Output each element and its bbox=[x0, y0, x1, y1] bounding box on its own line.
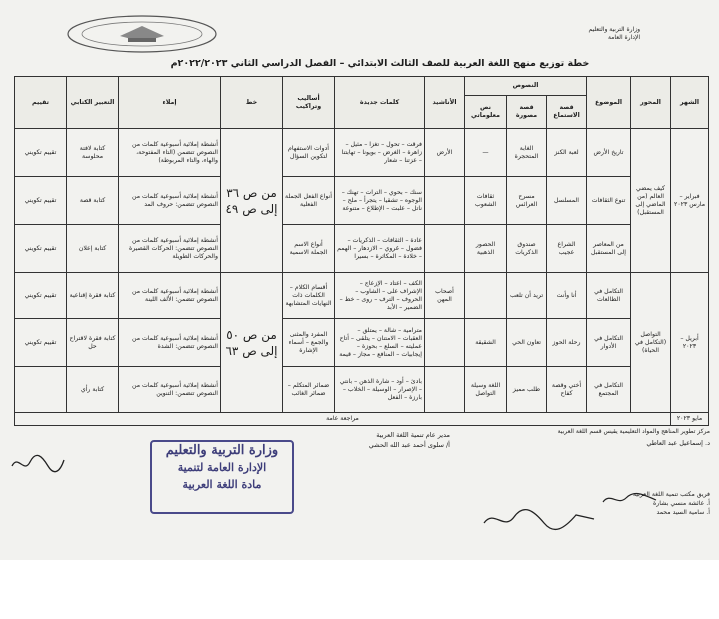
cell-evaluation: تقييم تكويني bbox=[15, 319, 67, 367]
col-month: الشهر bbox=[671, 77, 709, 129]
bottom-margin bbox=[0, 560, 719, 619]
review-row bbox=[15, 413, 709, 426]
cell-new-words: فرقت – تحول – تغزا – مثيل – زاهرة – الغرض – بويونا – تهابتنا – عزتنا – شعار bbox=[335, 129, 425, 177]
table-row bbox=[15, 177, 709, 225]
cell-styles: أنواع الاسم الجملة الاسمية bbox=[283, 225, 335, 273]
cell-styles: أقسام الكلام – الكلمات ذات النهايات المتشابهة bbox=[283, 273, 335, 319]
cell-phonics: أصحاب المهن bbox=[425, 273, 465, 319]
footer-center-line2: د. إسماعيل عبد العاطي bbox=[646, 439, 710, 447]
handwriting-line2: إلى ص ٦٣ bbox=[225, 343, 278, 358]
cell-topic: التكامل في الأدوار bbox=[587, 319, 631, 367]
cell-short-story: طلب مميز bbox=[507, 367, 547, 413]
col-info-text: نص معلوماتي bbox=[465, 96, 507, 129]
cell-phonics bbox=[425, 367, 465, 413]
review-month: مايو ٢٠٢٣ bbox=[671, 413, 709, 426]
cell-dictation: أنشطة إملائية أسبوعية كلمات من النصوص تتضمن (التاء المفتوحة، والهاء، والتاء المربوطة) bbox=[119, 129, 221, 177]
cell-expression: كتابة إعلان bbox=[67, 225, 119, 273]
cell-phonics bbox=[425, 177, 465, 225]
footer-left-line1: مدير عام تنمية اللغة العربية bbox=[376, 431, 450, 439]
col-expression: التعبير الكتابي bbox=[67, 77, 119, 129]
cell-month: أبريل – ٢٠٢٣ bbox=[671, 273, 709, 413]
cell-expression: كتابة رأي bbox=[67, 367, 119, 413]
cell-short-story: الغابة المتحجرة bbox=[507, 129, 547, 177]
cell-listening: رحلة الحوز bbox=[547, 319, 587, 367]
table-row bbox=[15, 367, 709, 413]
col-short-story: قصة مصورة bbox=[507, 96, 547, 129]
table-row bbox=[15, 319, 709, 367]
handwriting-line1: من ص ٣٦ bbox=[226, 185, 277, 200]
col-handwriting: خط bbox=[221, 77, 283, 129]
cell-info-text bbox=[465, 273, 507, 319]
cell-dictation: أنشطة إملائية أسبوعية كلمات من النصوص تتضمن: الحركات القصيرة والحركات الطويلة bbox=[119, 225, 221, 273]
cell-dictation: أنشطة إملائية أسبوعية كلمات من النصوص تتضمن: الألف اللينة bbox=[119, 273, 221, 319]
footer-center-line1: مركز تطوير المناهج والمواد التعليمية يقيس قسم اللغة العربية bbox=[557, 428, 710, 435]
cell-phonics: الأرض bbox=[425, 129, 465, 177]
stamp-line3: مادة اللغة العربية bbox=[182, 478, 262, 491]
stamp-line2: الإدارة العامة لتنمية bbox=[177, 461, 267, 474]
document-title: خطة توزيع منهج اللغة العربية للصف الثالث الابتدائي – الفصل الدراسي الثاني ٢٠٢٢/٢٠٢٣م bbox=[170, 58, 590, 69]
team-member-1: أ. عائشة منسي بشارة bbox=[653, 500, 710, 507]
official-stamp bbox=[150, 440, 294, 514]
cell-dictation: أنشطة إملائية أسبوعية كلمات من النصوص تتضمن: حروف المد bbox=[119, 177, 221, 225]
cell-short-story: صندوق الذكريات bbox=[507, 225, 547, 273]
cell-new-words: عادة – الثقافات – الذكريات – فضول – غروي – الازدهار – الهمم – خلادة – المكاثرة – بسيرا bbox=[335, 225, 425, 273]
cell-topic: تاريخ الأرض bbox=[587, 129, 631, 177]
col-listening: قصة الاستماع bbox=[547, 96, 587, 129]
cell-topic: التكامل في المجتمع bbox=[587, 367, 631, 413]
cell-topic: من المعاصر إلى المستقبل bbox=[587, 225, 631, 273]
cell-topic: تنوع الثقافات bbox=[587, 177, 631, 225]
review-text: مراجعة عامة bbox=[15, 413, 671, 426]
signature-director bbox=[8, 452, 68, 476]
cell-evaluation: تقييم تكويني bbox=[15, 177, 67, 225]
footer-signer bbox=[430, 438, 710, 448]
cell-evaluation bbox=[15, 367, 67, 413]
cell-info-text: — bbox=[465, 129, 507, 177]
cell-expression: كتابة قصة bbox=[67, 177, 119, 225]
cell-phonics bbox=[425, 319, 465, 367]
cell-styles: ضمائر المتكلم – ضمائر الغائب bbox=[283, 367, 335, 413]
cell-dictation: أنشطة إملائية أسبوعية كلمات من النصوص تتضمن: الشدة bbox=[119, 319, 221, 367]
col-axis: المحور bbox=[631, 77, 671, 129]
footer-director bbox=[300, 430, 450, 450]
col-dictation: إملاء bbox=[119, 77, 221, 129]
footer-left-line2: أ/ سلوى أحمد عبد الله الحشي bbox=[368, 441, 450, 449]
handwriting-line2: إلى ص ٤٩ bbox=[225, 201, 278, 216]
cell-styles: أنواع الفعل الجملة الفعلية bbox=[283, 177, 335, 225]
cell-evaluation: تقييم تكويني bbox=[15, 225, 67, 273]
org-heading-line1: وزارة التربية والتعليم bbox=[588, 26, 640, 33]
cell-month: فبراير – مارس ٢٠٢٣ bbox=[671, 129, 709, 273]
cell-axis: التواصل (التكامل في الحياة) bbox=[631, 273, 671, 413]
cell-evaluation: تقييم تكويني bbox=[15, 129, 67, 177]
cell-axis: كيف يمضي العالم (من الماضي إلى المستقبل) bbox=[631, 129, 671, 273]
col-evaluation: تقييم bbox=[15, 77, 67, 129]
cell-phonics bbox=[425, 225, 465, 273]
signature-member bbox=[600, 490, 660, 508]
cell-listening: المسلسل bbox=[547, 177, 587, 225]
col-topic: الموضوع bbox=[587, 77, 631, 129]
curriculum-table bbox=[14, 76, 709, 426]
cell-new-words: الكف – اعتاد – الإزعاج – الإشراف على – الشاوب – الحروف – الترف – روى – خط – الضمير – الأبد bbox=[335, 273, 425, 319]
signature-team bbox=[480, 505, 600, 535]
handwriting-line1: من ص ٥٠ bbox=[226, 327, 277, 342]
header-row bbox=[15, 77, 709, 96]
org-heading bbox=[560, 26, 640, 60]
team-member-2: أ. سامية السيد محمد bbox=[656, 509, 710, 516]
table-row bbox=[15, 273, 709, 319]
cell-styles: أدوات الاستفهام لتكوين السؤال bbox=[283, 129, 335, 177]
table-row bbox=[15, 225, 709, 273]
col-phonics: الأناشيد bbox=[425, 77, 465, 129]
org-heading-line2: الإدارة العامة bbox=[607, 34, 640, 41]
cell-new-words: مترامية – شالة – يمتلق – العقبات – الامتنان – يتلقى – أتاح عمليته – السلع – بحوزة – إيجابيات – المنافع – مجاز – قيمة bbox=[335, 319, 425, 367]
cell-expression: كتابة فقرة لاقتراح حل bbox=[67, 319, 119, 367]
cell-info-text: ثقافات الشعوب bbox=[465, 177, 507, 225]
cell-topic: التكامل في الطالعات bbox=[587, 273, 631, 319]
stamp-line1: وزارة التربية والتعليم bbox=[165, 443, 279, 458]
cell-handwriting bbox=[221, 129, 283, 273]
table-row bbox=[15, 129, 709, 177]
footer-center-block bbox=[470, 428, 710, 435]
cell-styles: المفرد والمثنى والجمع – أسماء الإشارة bbox=[283, 319, 335, 367]
cell-listening: لعبة الكنز bbox=[547, 129, 587, 177]
cell-short-story: تريد أن تلعب bbox=[507, 273, 547, 319]
cell-expression: كتابة لافتة محلوسة bbox=[67, 129, 119, 177]
cell-listening: أختي وقصة كفاح bbox=[547, 367, 587, 413]
cell-info-text: الشقيقة bbox=[465, 319, 507, 367]
cell-listening: أنا وأنت bbox=[547, 273, 587, 319]
cell-handwriting bbox=[221, 273, 283, 413]
col-texts: النصوص bbox=[465, 77, 587, 96]
cell-short-story: مسرح العرائس bbox=[507, 177, 547, 225]
cell-info-text: الحصور الذهبية bbox=[465, 225, 507, 273]
cell-new-words: سنك – بحوي – الترات – تهنك – الوجوه – تشقيا – يتجرأ – ملح – ناتل – علبت – الإطلاع – متنوعة bbox=[335, 177, 425, 225]
ministry-logo bbox=[62, 8, 222, 58]
cell-dictation: أنشطة إملائية أسبوعية كلمات من النصوص تتضمن: التنوين bbox=[119, 367, 221, 413]
cell-short-story: تعاون الحي bbox=[507, 319, 547, 367]
cell-expression: كتابة فقرة إقناعية bbox=[67, 273, 119, 319]
cell-info-text: اللغة وسيلة التواصل bbox=[465, 367, 507, 413]
col-styles: أساليب وتراكيب bbox=[283, 77, 335, 129]
team-title: فريق مكتب تنمية اللغة العربية bbox=[632, 491, 710, 498]
cell-evaluation: تقييم تكويني bbox=[15, 273, 67, 319]
col-new-words: كلمات جديدة bbox=[335, 77, 425, 129]
cell-new-words: بادئ – أود – شارة الذهن – بانتي – الإصرار – الوسيلة – الخلاب – بارزة – الفعل bbox=[335, 367, 425, 413]
cell-listening: الشراع عجيب bbox=[547, 225, 587, 273]
